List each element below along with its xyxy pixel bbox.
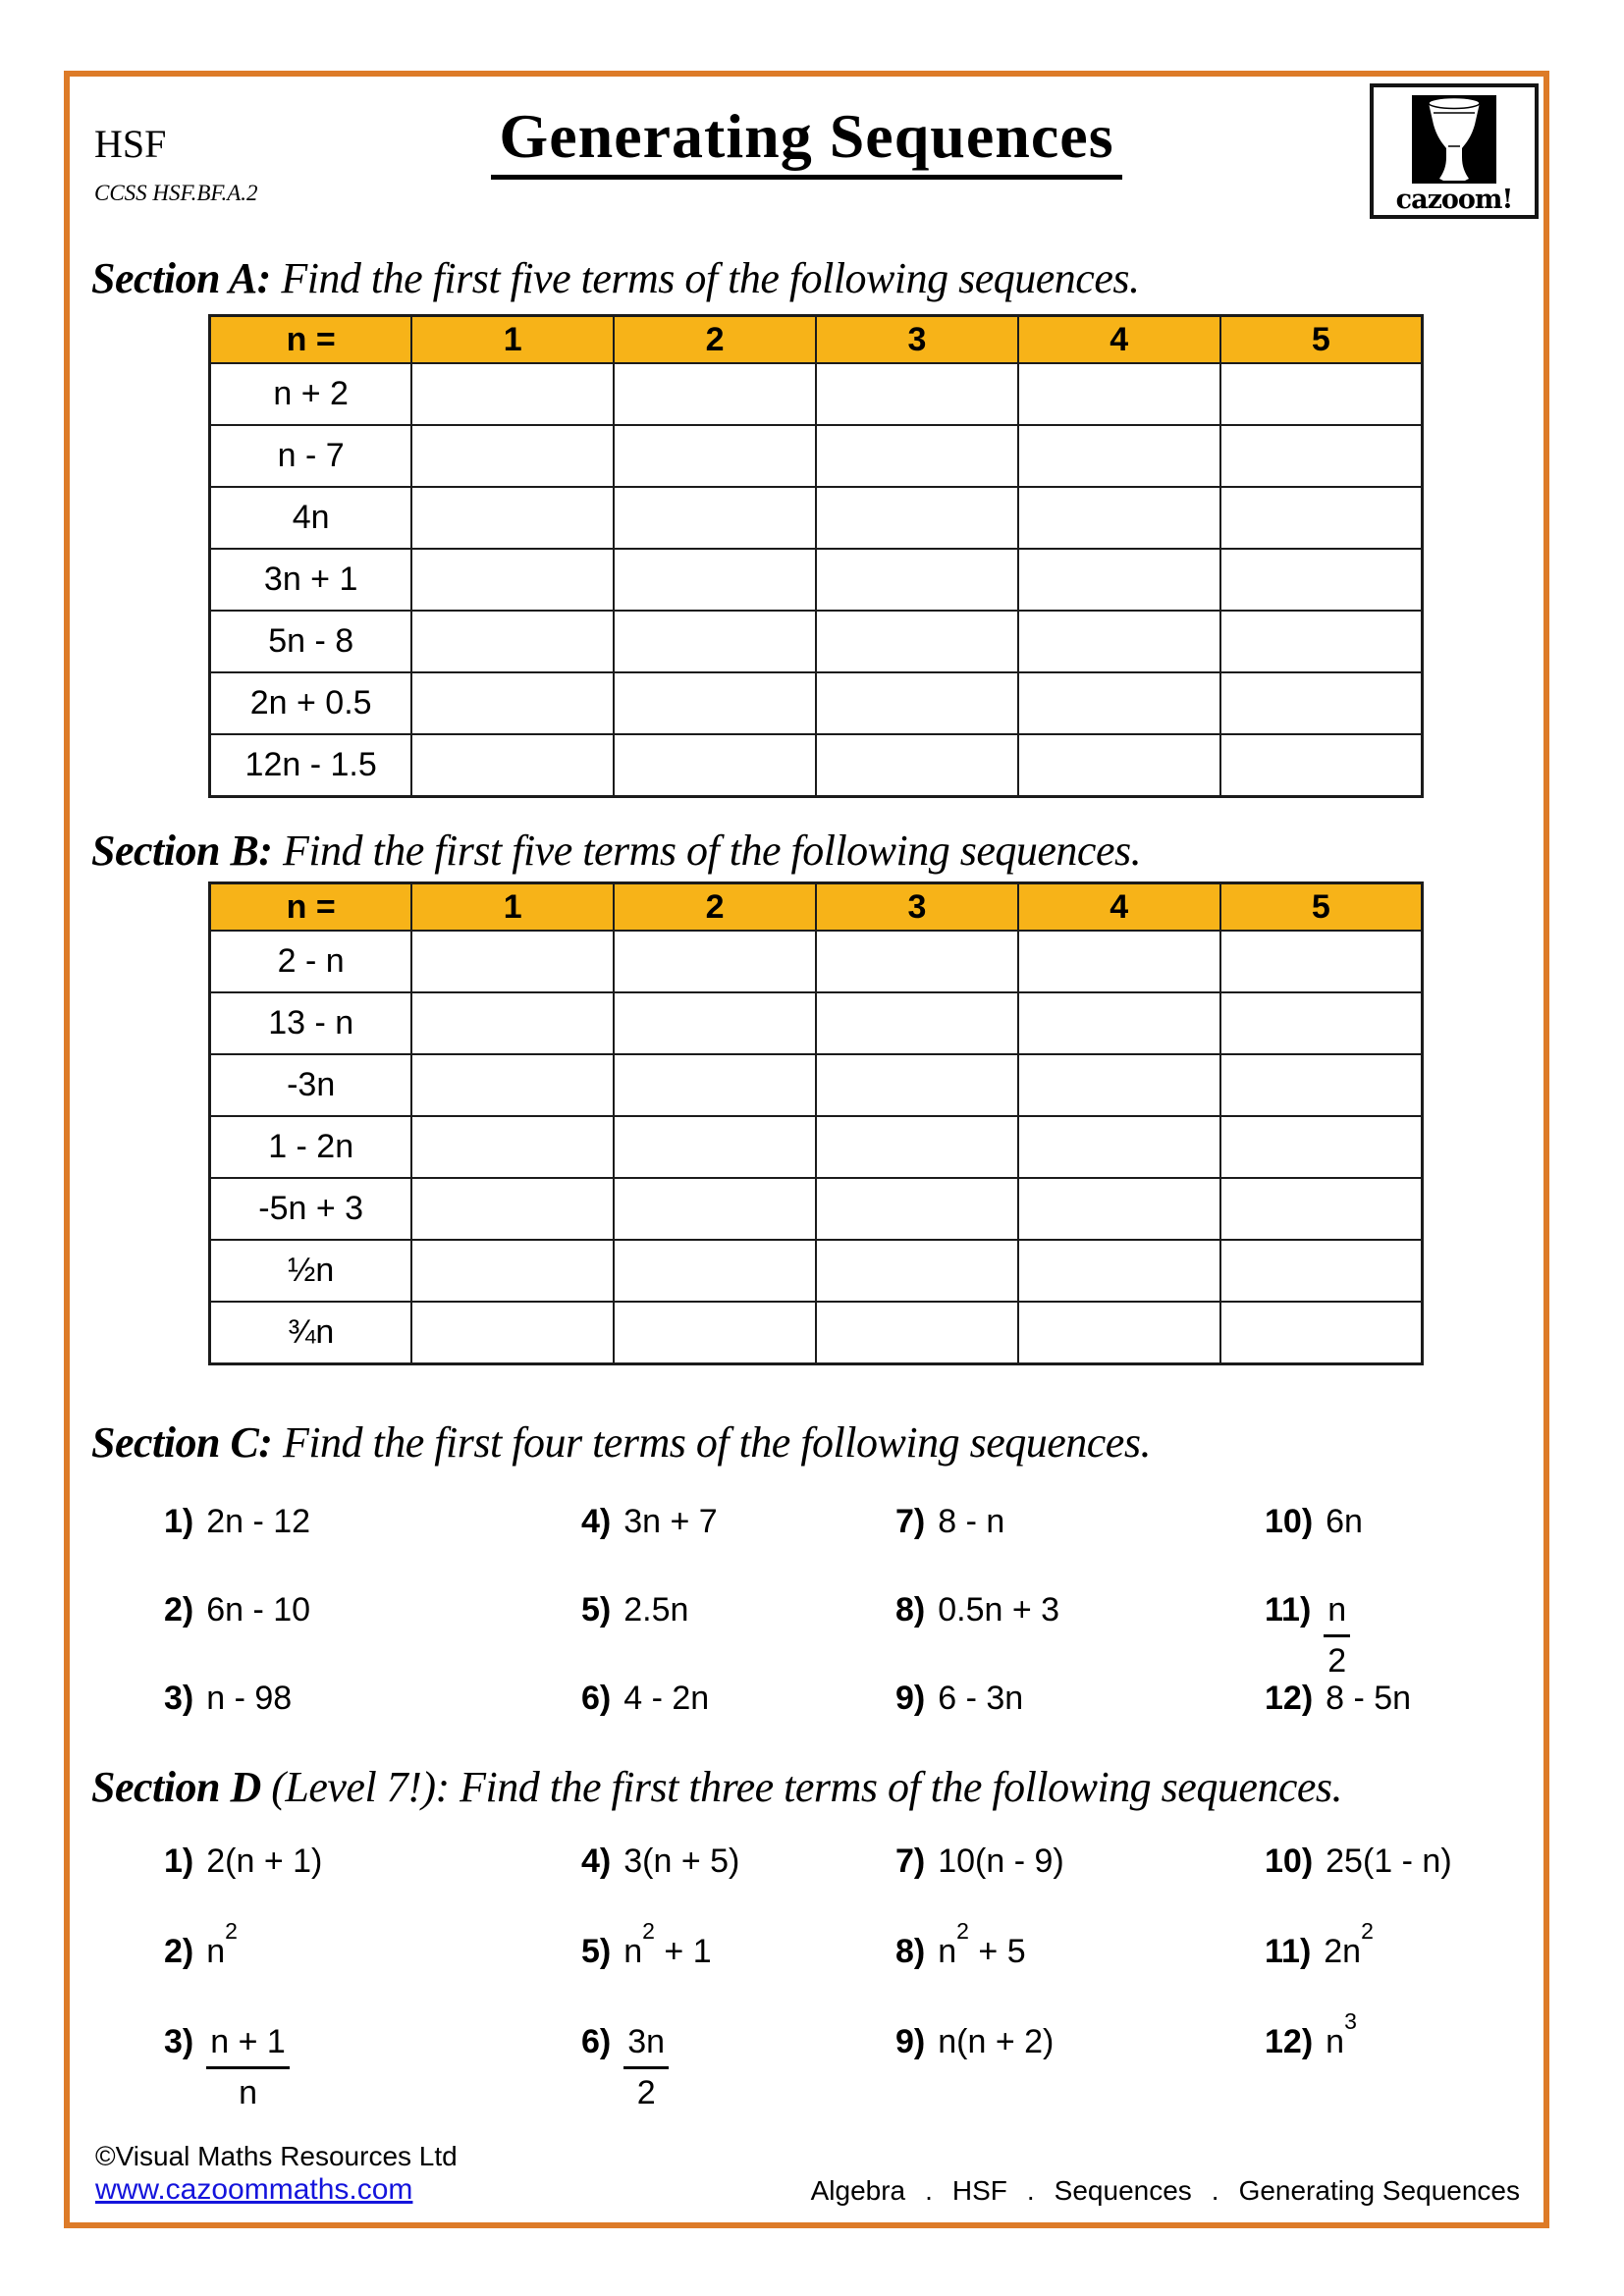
- table-row: [210, 549, 1423, 611]
- footer-publisher: [95, 2140, 458, 2207]
- item-number: 10): [1265, 1842, 1314, 1880]
- sequence-item: [895, 2022, 1265, 2112]
- item-number: 6): [581, 2023, 612, 2060]
- answer-cell: [816, 425, 1018, 487]
- item-expression: 2.5n: [623, 1591, 689, 1629]
- item-number: 7): [895, 1503, 926, 1540]
- sequence-item: [164, 1502, 581, 1590]
- fraction-numerator: n + 1: [206, 2022, 290, 2069]
- answer-cell: [816, 1116, 1018, 1178]
- answer-cell: [614, 611, 816, 672]
- section-a-table: [208, 314, 1424, 798]
- item-expression: $n^2 + 1$: [623, 1917, 712, 1970]
- sequence-rule-cell: -3n: [210, 1054, 412, 1116]
- sequence-item: [895, 1842, 1265, 1932]
- table-row: [210, 992, 1423, 1054]
- item-expression: 3n + 7: [623, 1503, 718, 1540]
- item-number: 9): [895, 1680, 926, 1717]
- sequence-item: [895, 1590, 1265, 1679]
- table-row: [210, 1302, 1423, 1364]
- answer-cell: [1018, 672, 1220, 734]
- cazoom-logo: [1370, 83, 1539, 219]
- item-number: 2): [164, 1933, 194, 1970]
- answer-cell: [614, 734, 816, 797]
- exponent: 2: [1361, 1917, 1374, 1944]
- exponent: 2: [956, 1917, 969, 1944]
- section-b-table: [208, 881, 1424, 1365]
- table-row: [210, 1240, 1423, 1302]
- table-row: [210, 734, 1423, 797]
- answer-cell: [411, 425, 614, 487]
- section-a-label: Section A:: [91, 254, 271, 302]
- section-c-instruction: Find the first four terms of the following sequences.: [272, 1418, 1151, 1467]
- answer-cell: [816, 1302, 1018, 1364]
- item-number: 5): [581, 1591, 612, 1629]
- sequence-rule-cell: 4n: [210, 487, 412, 549]
- answer-cell: [411, 992, 614, 1054]
- item-expression: $n^3$: [1326, 2007, 1357, 2060]
- sequence-rule-cell: 12n - 1.5: [210, 734, 412, 797]
- answer-cell: [411, 1054, 614, 1116]
- answer-cell: [1220, 549, 1423, 611]
- answer-cell: [614, 425, 816, 487]
- title-container: [70, 100, 1543, 180]
- sequence-item: [164, 1590, 581, 1679]
- section-a-heading: [91, 253, 1139, 303]
- sequence-item: [164, 1917, 581, 2022]
- item-expression: 25(1 - n): [1326, 1842, 1452, 1880]
- table-header-cell: 2: [614, 883, 816, 932]
- sequence-item: [895, 1917, 1265, 2022]
- breadcrumb-item: Sequences: [1054, 2175, 1192, 2206]
- answer-cell: [614, 1240, 816, 1302]
- sequence-item: [1265, 1502, 1598, 1590]
- item-number: 8): [895, 1933, 926, 1970]
- item-expression: 0.5n + 3: [938, 1591, 1060, 1629]
- answer-cell: [614, 487, 816, 549]
- answer-cell: [614, 1116, 816, 1178]
- djembe-drum-icon: [1412, 95, 1496, 184]
- sequence-item: [895, 1502, 1265, 1590]
- answer-cell: [411, 611, 614, 672]
- fraction-denominator: 2: [1327, 1641, 1347, 1680]
- item-number: 9): [895, 2023, 926, 2060]
- exponent: 2: [642, 1917, 655, 1944]
- fraction-expression: [623, 2022, 669, 2113]
- sequence-item: [164, 2022, 581, 2112]
- sequence-rule-cell: 1 - 2n: [210, 1116, 412, 1178]
- sequence-rule-cell: 13 - n: [210, 992, 412, 1054]
- breadcrumb: [811, 2175, 1520, 2207]
- sequence-rule-cell: ¾n: [210, 1302, 412, 1364]
- fraction-denominator: 2: [636, 2073, 656, 2111]
- sequence-item: [164, 1679, 581, 1767]
- answer-cell: [1220, 1054, 1423, 1116]
- answer-cell: [411, 549, 614, 611]
- item-expression: n - 98: [206, 1680, 293, 1717]
- section-d-instruction: (Level 7!): Find the first three terms of the following sequences.: [260, 1763, 1343, 1811]
- answer-cell: [1018, 931, 1220, 992]
- answer-cell: [614, 1302, 816, 1364]
- answer-cell: [614, 931, 816, 992]
- breadcrumb-separator: .: [1026, 2175, 1035, 2206]
- breadcrumb-item: Generating Sequences: [1238, 2175, 1520, 2206]
- section-c-heading: [91, 1417, 1151, 1468]
- answer-cell: [1220, 611, 1423, 672]
- answer-cell: [1018, 1054, 1220, 1116]
- copyright-text: ©Visual Maths Resources Ltd: [95, 2141, 458, 2171]
- answer-cell: [1018, 992, 1220, 1054]
- section-b-label: Section B:: [91, 827, 273, 875]
- answer-cell: [1018, 487, 1220, 549]
- answer-cell: [1220, 487, 1423, 549]
- sequence-rule-cell: n + 2: [210, 363, 412, 425]
- table-header-cell: 4: [1018, 883, 1220, 932]
- table-header-cell: 5: [1220, 883, 1423, 932]
- item-number: 12): [1265, 2023, 1314, 2060]
- item-number: 7): [895, 1842, 926, 1880]
- answer-cell: [1018, 734, 1220, 797]
- item-expression: 3(n + 5): [623, 1842, 740, 1880]
- item-expression: $n^2$: [206, 1917, 238, 1970]
- answer-cell: [411, 1116, 614, 1178]
- sequence-item: [1265, 1917, 1598, 2022]
- table-header-cell: 5: [1220, 316, 1423, 364]
- answer-cell: [816, 1178, 1018, 1240]
- section-b-instruction: Find the first five terms of the following sequences.: [272, 827, 1142, 875]
- sequence-rule-cell: ½n: [210, 1240, 412, 1302]
- sequence-item: [1265, 1590, 1598, 1679]
- item-expression: 8 - n: [938, 1503, 1005, 1540]
- sequence-item: [1265, 2007, 1598, 2112]
- item-number: 8): [895, 1591, 926, 1629]
- breadcrumb-separator: .: [1211, 2175, 1219, 2206]
- item-number: 1): [164, 1503, 194, 1540]
- sequence-rule-cell: 2n + 0.5: [210, 672, 412, 734]
- item-number: 4): [581, 1842, 612, 1880]
- answer-cell: [411, 734, 614, 797]
- answer-cell: [1018, 363, 1220, 425]
- sequence-rule-cell: 2 - n: [210, 931, 412, 992]
- item-expression: $2n^2$: [1324, 1917, 1374, 1970]
- table-row: [210, 611, 1423, 672]
- item-number: 5): [581, 1933, 612, 1970]
- answer-cell: [816, 549, 1018, 611]
- answer-cell: [816, 992, 1018, 1054]
- answer-cell: [1220, 1240, 1423, 1302]
- fraction-expression: [206, 2022, 290, 2113]
- item-expression: 6n - 10: [206, 1591, 311, 1629]
- cazoommaths-link[interactable]: www.cazoommaths.com: [95, 2173, 413, 2207]
- page-border-frame: [64, 71, 1549, 2228]
- section-a-instruction: Find the first five terms of the following sequences.: [270, 254, 1140, 302]
- item-number: 3): [164, 1680, 194, 1717]
- section-d-heading: [91, 1762, 1342, 1812]
- answer-cell: [1018, 549, 1220, 611]
- answer-cell: [614, 1054, 816, 1116]
- fraction-expression: [1324, 1590, 1350, 1682]
- table-row: [210, 363, 1423, 425]
- answer-cell: [816, 1054, 1018, 1116]
- answer-cell: [1018, 1116, 1220, 1178]
- sequence-item: [581, 1917, 895, 2022]
- ccss-reference: CCSS HSF.BF.A.2: [94, 181, 258, 205]
- sequence-item: [1265, 1842, 1598, 1932]
- answer-cell: [1018, 425, 1220, 487]
- item-expression: 2n - 12: [206, 1503, 311, 1540]
- section-d-items: [164, 1842, 1598, 2112]
- fraction-numerator: n: [1324, 1590, 1350, 1637]
- table-header-cell: 3: [816, 316, 1018, 364]
- item-number: 10): [1265, 1503, 1314, 1540]
- answer-cell: [1220, 1302, 1423, 1364]
- answer-cell: [411, 363, 614, 425]
- item-expression: 4 - 2n: [623, 1680, 710, 1717]
- logo-wordmark: cazoom!: [1395, 185, 1513, 215]
- exponent: 3: [1344, 2007, 1357, 2034]
- answer-cell: [1018, 1240, 1220, 1302]
- answer-cell: [411, 1240, 614, 1302]
- table-header-cell: 4: [1018, 316, 1220, 364]
- sequence-item: [581, 1842, 895, 1932]
- table-row: [210, 425, 1423, 487]
- answer-cell: [1018, 1302, 1220, 1364]
- answer-cell: [614, 672, 816, 734]
- table-row: [210, 1116, 1423, 1178]
- item-expression: 6n: [1326, 1503, 1363, 1540]
- section-c-items: [164, 1502, 1598, 1767]
- section-d-label: Section D: [91, 1763, 261, 1811]
- answer-cell: [1220, 931, 1423, 992]
- answer-cell: [614, 549, 816, 611]
- answer-cell: [1220, 734, 1423, 797]
- answer-cell: [816, 672, 1018, 734]
- exponent: 2: [225, 1917, 238, 1944]
- fraction-numerator: 3n: [623, 2022, 669, 2069]
- item-expression: $n^2 + 5$: [938, 1917, 1026, 1970]
- table-row: [210, 672, 1423, 734]
- answer-cell: [1220, 672, 1423, 734]
- answer-cell: [816, 611, 1018, 672]
- breadcrumb-item: Algebra: [810, 2175, 906, 2206]
- table-header-cell: 1: [411, 883, 614, 932]
- fraction-denominator: n: [239, 2073, 257, 2111]
- answer-cell: [411, 1178, 614, 1240]
- answer-cell: [816, 363, 1018, 425]
- answer-cell: [1220, 1116, 1423, 1178]
- table-row: [210, 931, 1423, 992]
- section-b-heading: [91, 826, 1141, 876]
- sequence-item: [581, 1679, 895, 1767]
- sequence-item: [1265, 1679, 1598, 1767]
- item-expression: 10(n - 9): [938, 1842, 1064, 1880]
- item-number: 11): [1265, 1591, 1312, 1629]
- answer-cell: [816, 931, 1018, 992]
- sequence-item: [895, 1679, 1265, 1767]
- sequence-item: [581, 1502, 895, 1590]
- sequence-item: [581, 2022, 895, 2112]
- breadcrumb-separator: .: [925, 2175, 933, 2206]
- item-number: 4): [581, 1503, 612, 1540]
- item-expression: 2(n + 1): [206, 1842, 323, 1880]
- item-expression: n(n + 2): [938, 2023, 1055, 2060]
- item-number: 3): [164, 2023, 194, 2060]
- breadcrumb-item: HSF: [951, 2175, 1007, 2206]
- page-title: Generating Sequences: [491, 100, 1121, 180]
- item-number: 6): [581, 1680, 612, 1717]
- answer-cell: [816, 487, 1018, 549]
- answer-cell: [1220, 425, 1423, 487]
- answer-cell: [1018, 611, 1220, 672]
- item-expression: 6 - 3n: [938, 1680, 1024, 1717]
- table-header-cell: 3: [816, 883, 1018, 932]
- answer-cell: [1220, 363, 1423, 425]
- sequence-rule-cell: -5n + 3: [210, 1178, 412, 1240]
- item-number: 12): [1265, 1680, 1314, 1717]
- item-number: 2): [164, 1591, 194, 1629]
- standard-code: HSF: [94, 122, 167, 166]
- table-row: [210, 487, 1423, 549]
- item-number: 11): [1265, 1933, 1312, 1970]
- answer-cell: [411, 1302, 614, 1364]
- sequence-item: [581, 1590, 895, 1679]
- answer-cell: [1220, 992, 1423, 1054]
- answer-cell: [1018, 1178, 1220, 1240]
- sequence-rule-cell: 3n + 1: [210, 549, 412, 611]
- table-row: [210, 1178, 1423, 1240]
- section-c-label: Section C:: [91, 1418, 273, 1467]
- answer-cell: [614, 1178, 816, 1240]
- table-header-cell: 1: [411, 316, 614, 364]
- answer-cell: [411, 931, 614, 992]
- answer-cell: [411, 487, 614, 549]
- sequence-rule-cell: 5n - 8: [210, 611, 412, 672]
- table-row: [210, 1054, 1423, 1116]
- table-header-cell: 2: [614, 316, 816, 364]
- item-expression: 8 - 5n: [1326, 1680, 1412, 1717]
- answer-cell: [1220, 1178, 1423, 1240]
- sequence-rule-cell: n - 7: [210, 425, 412, 487]
- answer-cell: [816, 734, 1018, 797]
- answer-cell: [614, 992, 816, 1054]
- answer-cell: [614, 363, 816, 425]
- answer-cell: [411, 672, 614, 734]
- table-header-cell: n =: [210, 316, 412, 364]
- item-number: 1): [164, 1842, 194, 1880]
- answer-cell: [816, 1240, 1018, 1302]
- table-header-cell: n =: [210, 883, 412, 932]
